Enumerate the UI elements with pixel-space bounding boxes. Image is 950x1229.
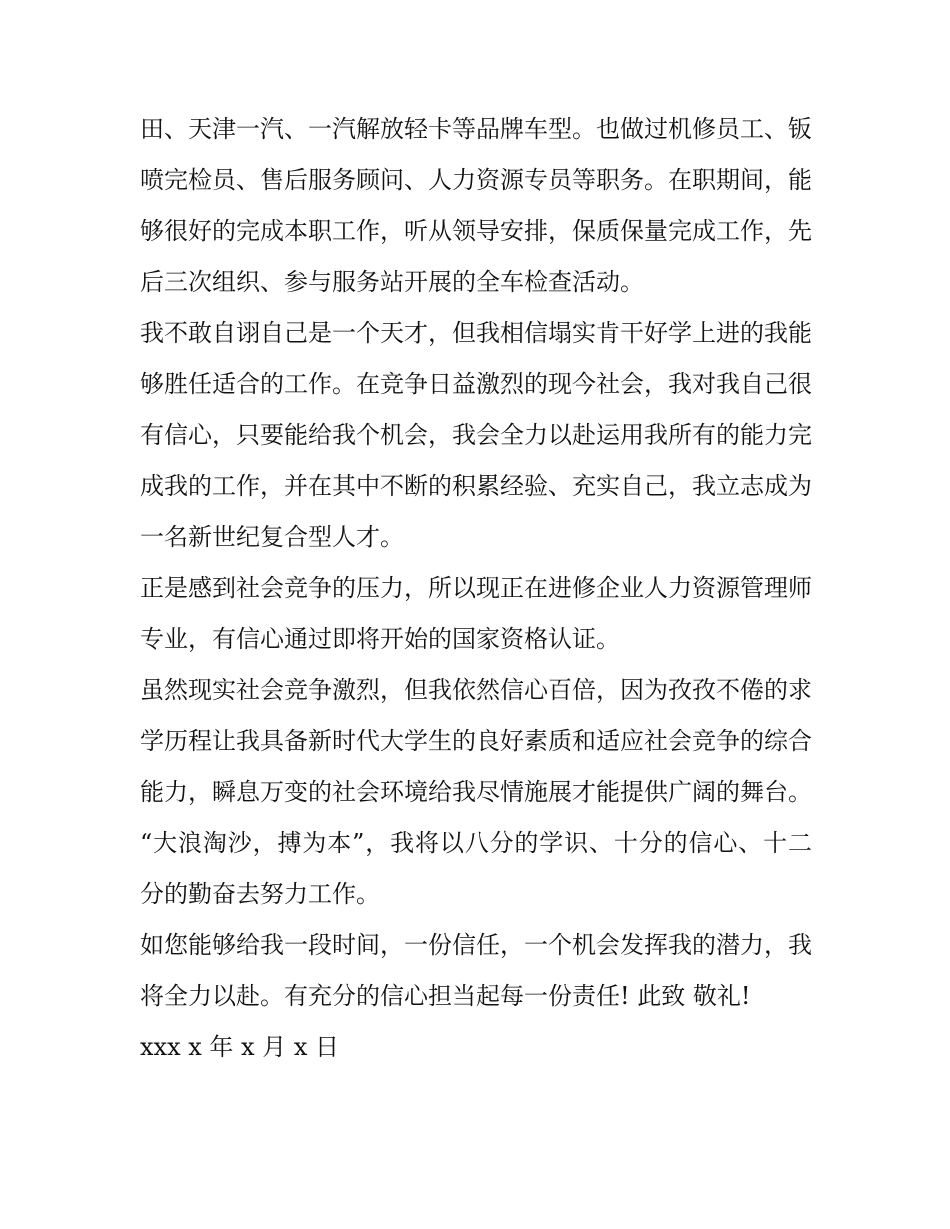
signature-date: xxx x 年 x 月 x 日	[140, 1033, 339, 1061]
paragraph-self-confidence: 我不敢自诩自己是一个天才，但我相信塌实肯干好学上进的我能够胜任适合的工作。在竞争日益激烈的现今社会，我对我自己很有信心，只要能给我个机会，我会全力以赴运用我所有的能力完成我的工作，并在其中不断的积累经验、充实自己，我立志成为一名新世纪复合型人才。	[140, 319, 812, 551]
paragraph-competition: 虽然现实社会竞争激烈，但我依然信心百倍，因为孜孜不倦的求学历程让我具备新时代大学生的良好素质和适应社会竞争的综合能力，瞬息万变的社会环境给我尽情施展才能提供广阔的舞台。	[140, 676, 812, 806]
paragraph-experience: 田、天津一汽、一汽解放轻卡等品牌车型。也做过机修员工、钣喷完检员、售后服务顾问、人力资源专员等职务。在职期间，能够很好的完成本职工作，听从领导安排，保质保量完成工作，先后三次组织、参与服务站开展的全车检查活动。	[140, 115, 812, 296]
paragraph-closing: 如您能够给我一段时间，一份信任，一个机会发挥我的潜力，我将全力以赴。有充分的信心担当起每一份责任! 此致 敬礼!	[140, 931, 812, 1010]
paragraph-motto: “大浪淘沙，搏为本”，我将以八分的学识、十分的信心、十二分的勤奋去努力工作。	[140, 829, 812, 908]
paragraph-further-study: 正是感到社会竞争的压力，所以现正在进修企业人力资源管理师专业，有信心通过即将开始的国家资格认证。	[140, 574, 812, 653]
letter-body	[140, 104, 812, 1073]
